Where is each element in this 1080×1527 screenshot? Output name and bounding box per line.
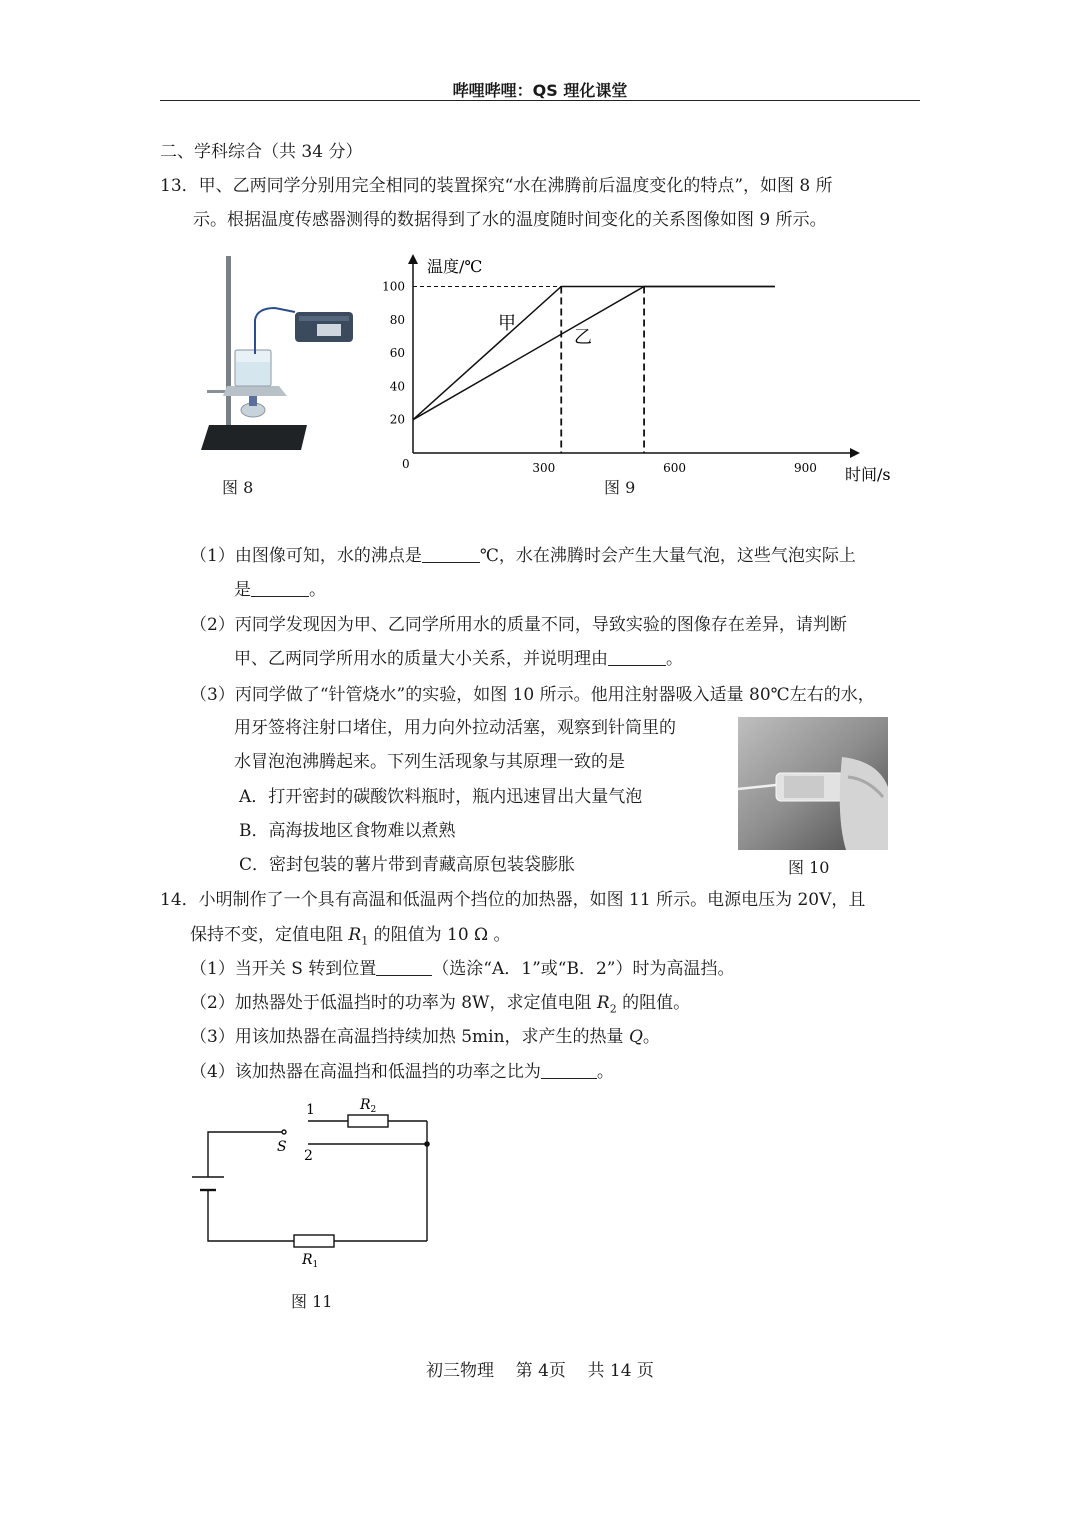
boiling-point-blank[interactable] (422, 545, 480, 563)
mass-relation-blank[interactable] (608, 648, 666, 666)
fig10-caption: 图 10 (788, 858, 830, 877)
series-label-yi: 乙 (574, 327, 592, 348)
q14-part2-text-b: 的阻值。 (616, 993, 691, 1013)
bubbles-blank[interactable] (251, 579, 309, 597)
q14-stem-line2 (190, 923, 511, 953)
q13-part2-line1: （2）丙同学发现因为甲、乙同学所用水的质量不同，导致实验的图像存在差异，请判断 (190, 615, 847, 635)
q13-part3-line2: 用牙签将注射口堵住，用力向外拉动活塞，观察到针筒里的 (234, 718, 676, 738)
q14-part2 (190, 991, 690, 1021)
q14-part3-text-b: 。 (642, 1027, 660, 1047)
switch-position-blank[interactable] (376, 958, 432, 976)
y-tick-label-40: 40 (389, 379, 405, 394)
q13-stem-line2: 示。根据温度传感器测得的数据得到了水的温度随时间变化的关系图像如图 9 所示。 (193, 210, 827, 230)
wire-bottom-left (208, 1190, 294, 1241)
header-rule (160, 100, 920, 101)
q13-option-c[interactable]: C．密封包装的薯片带到青藏高原包装袋膨胀 (239, 855, 576, 875)
x-tick-label-900: 900 (793, 461, 817, 475)
series-line-jia (413, 287, 775, 420)
q14-part4-text-b: 。 (596, 1062, 614, 1082)
fig8-caption: 图 8 (222, 478, 254, 497)
page-footer: 初三物理 第 4页 共 14 页 (426, 1361, 654, 1381)
switch-pivot (282, 1130, 286, 1134)
y-axis-label: 温度/℃ (427, 257, 483, 276)
q13-part1-line2 (234, 578, 326, 602)
q13-option-b[interactable]: B．高海拔地区食物难以煮熟 (239, 821, 456, 841)
y-axis-arrow (408, 254, 418, 264)
series-line-yi (413, 287, 775, 420)
q14-stem-text-a: 保持不变，定值电阻 (190, 925, 349, 945)
q14-part1-text-b: （选涂“A．1”或“B．2”）时为高温挡。 (432, 959, 735, 979)
q13-part3-line1: （3）丙同学做了“针管烧水”的实验，如图 10 所示。他用注射器吸入适量 80℃左右的水， (190, 685, 875, 705)
q14-part1 (190, 957, 734, 981)
q14-part2-text-a: （2）加热器处于低温挡时的功率为 8W，求定值电阻 (190, 993, 597, 1013)
x-axis-arrow (850, 448, 860, 458)
q13-part1-text-b: ℃，水在沸腾时会产生大量气泡，这些气泡实际上 (479, 546, 856, 566)
fig9-temperature-chart (375, 250, 905, 490)
q13-part3-line3: 水冒泡泡沸腾起来。下列生活现象与其原理一致的是 (234, 752, 625, 772)
q13-part2-text-b: 。 (666, 649, 683, 669)
r2-subscript: 2 (609, 1002, 617, 1016)
page-header: 哔哩哔哩：QS 理化课堂 (452, 81, 628, 100)
switch-label: S (277, 1139, 287, 1155)
q13-part2-line2 (234, 647, 683, 671)
origin-tick-label: 0 (402, 457, 410, 471)
x-tick-label-300: 300 (532, 461, 556, 475)
series-label-jia: 甲 (498, 313, 516, 334)
switch-pos1-label: 1 (306, 1102, 315, 1118)
r1-circuit-label: $R_1$ (302, 1252, 319, 1270)
fig11-caption: 图 11 (291, 1292, 333, 1311)
y-tick-label-60: 60 (389, 346, 405, 361)
q14-part3-text-a: （3）用该加热器在高温挡持续加热 5min，求产生的热量 (190, 1027, 629, 1047)
wire-top-left (208, 1132, 282, 1177)
q13-part1-text-c: 是 (234, 580, 251, 600)
heat-q-symbol: Q (628, 1027, 643, 1047)
q13-part1-text-d: 。 (309, 580, 326, 600)
resistor-r2 (348, 1115, 388, 1127)
q13-stem-line1: 13．甲、乙两同学分别用完全相同的装置探究“水在沸腾前后温度变化的特点”，如图 8 所 (160, 176, 833, 196)
x-tick-label-600: 600 (663, 461, 687, 475)
y-tick-label-80: 80 (389, 312, 405, 327)
fig10-syringe-photo (738, 717, 888, 850)
r2-circuit-label: $R_2$ (360, 1097, 377, 1115)
q13-part2-text-a: 甲、乙两同学所用水的质量大小关系，并说明理由 (234, 649, 608, 669)
q14-stem-line1: 14．小明制作了一个具有高温和低温两个挡位的加热器，如图 11 所示。电源电压为 20V，且 (160, 890, 866, 910)
junction-dot (424, 1141, 430, 1147)
y-tick-label-100: 100 (382, 279, 405, 294)
q14-part4 (190, 1060, 614, 1084)
r1-subscript: 1 (361, 934, 369, 948)
fig9-caption: 图 9 (604, 478, 636, 497)
q13-option-a[interactable]: A．打开密封的碳酸饮料瓶时，瓶内迅速冒出大量气泡 (239, 787, 643, 807)
section-title: 二、学科综合（共 34 分） (160, 142, 363, 162)
q13-part1-text-a: （1）由图像可知，水的沸点是 (190, 546, 422, 566)
y-tick-label-20: 20 (389, 412, 405, 427)
r2-symbol: R (596, 993, 610, 1013)
q14-stem-text-b: 的阻值为 10 Ω 。 (368, 925, 511, 945)
switch-pos2-label: 2 (304, 1148, 313, 1164)
resistor-r1 (294, 1235, 334, 1247)
q14-part3 (190, 1025, 660, 1049)
r1-symbol: R (348, 925, 362, 945)
fig11-circuit-diagram (180, 1092, 450, 1272)
q14-part1-text-a: （1）当开关 S 转到位置 (190, 959, 377, 979)
q14-part4-text-a: （4）该加热器在高温挡和低温挡的功率之比为 (190, 1062, 541, 1082)
fig8-apparatus-illustration (195, 250, 365, 455)
x-axis-label: 时间/s (845, 465, 891, 484)
power-ratio-blank[interactable] (541, 1061, 597, 1079)
q13-part1-line1 (190, 544, 856, 568)
